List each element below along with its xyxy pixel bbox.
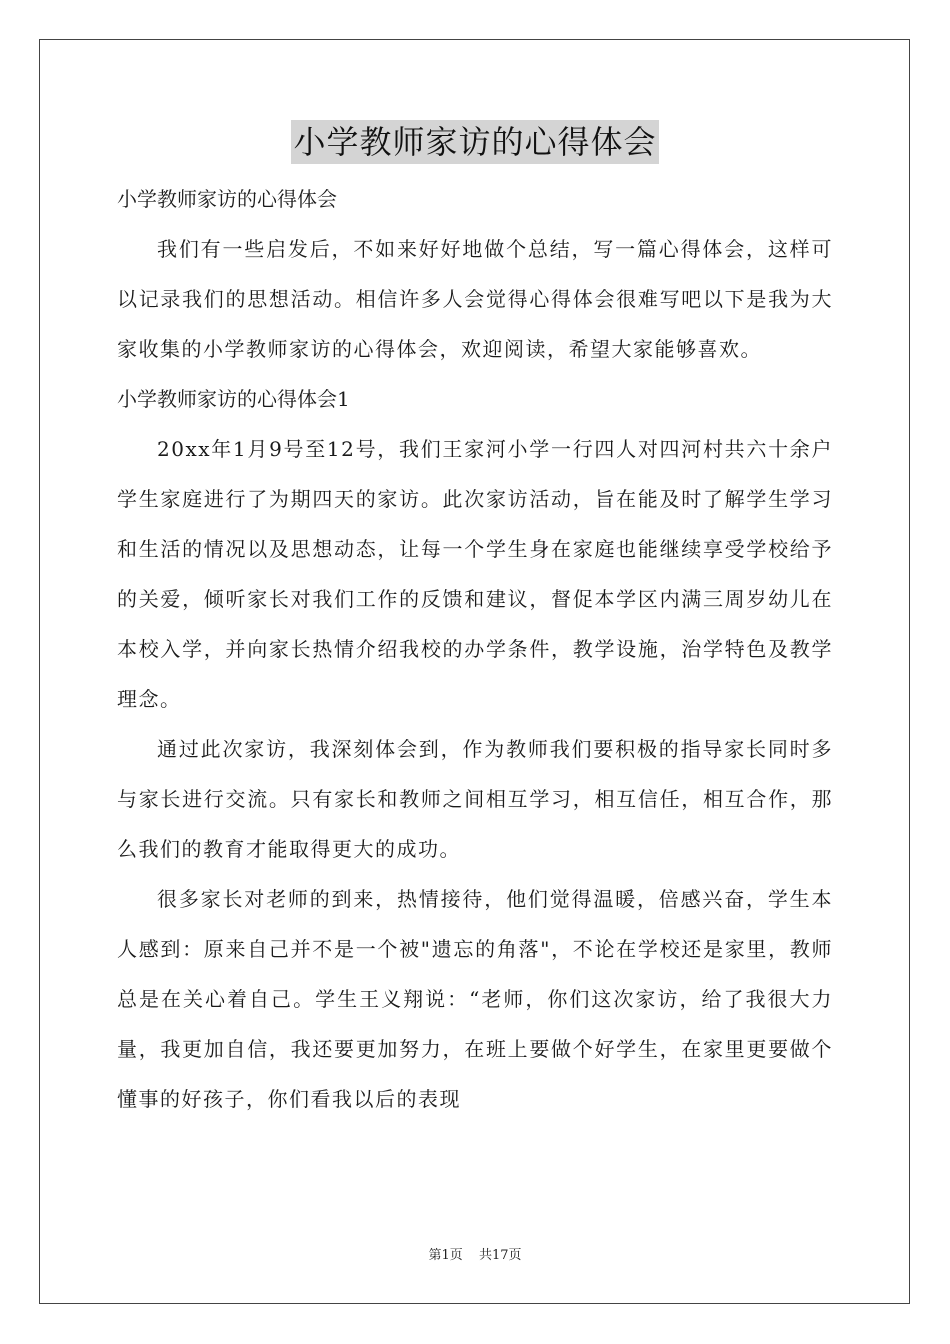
document-body	[117, 120, 833, 1124]
body-paragraph: 20xx年1月9号至12号，我们王家河小学一行四人对四河村共六十余户学生家庭进行了为期四天的家访。此次家访活动，旨在能及时了解学生学习和生活的情况以及思想动态，让每一个学生身在家庭也能继续享受学校给予的关爱，倾听家长对我们工作的反馈和建议，督促本学区内满三周岁幼儿在本校入学，并向家长热情介绍我校的办学条件，教学设施，治学特色及教学理念。	[117, 437, 833, 711]
body-paragraph: 很多家长对老师的到来，热情接待，他们觉得温暖，倍感兴奋，学生本人感到：原来自己并不是一个被"遗忘的角落"，不论在学校还是家里，教师总是在关心着自己。学生王义翔说：“老师，你们这次家访，给了我很大力量，我更加自信，我还要更加努力，在班上要做个好学生，在家里更要做个懂事的好孩子，你们看我以后的表现	[117, 887, 833, 1111]
title-container	[117, 120, 833, 174]
section-heading: 小学教师家访的心得体会1	[117, 387, 350, 411]
page-total: 共17页	[478, 1248, 522, 1263]
page-footer	[0, 1244, 950, 1263]
document-subtitle: 小学教师家访的心得体会	[117, 187, 337, 211]
body-paragraph: 通过此次家访，我深刻体会到，作为教师我们要积极的指导家长同时多与家长进行交流。只有家长和教师之间相互学习，相互信任，相互合作，那么我们的教育才能取得更大的成功。	[117, 737, 833, 861]
page-number: 第1页	[428, 1248, 463, 1263]
document-title: 小学教师家访的心得体会	[291, 120, 658, 164]
intro-paragraph: 我们有一些启发后，不如来好好地做个总结，写一篇心得体会，这样可以记录我们的思想活动。相信许多人会觉得心得体会很难写吧以下是我为大家收集的小学教师家访的心得体会，欢迎阅读，希望大家能够喜欢。	[117, 237, 833, 361]
